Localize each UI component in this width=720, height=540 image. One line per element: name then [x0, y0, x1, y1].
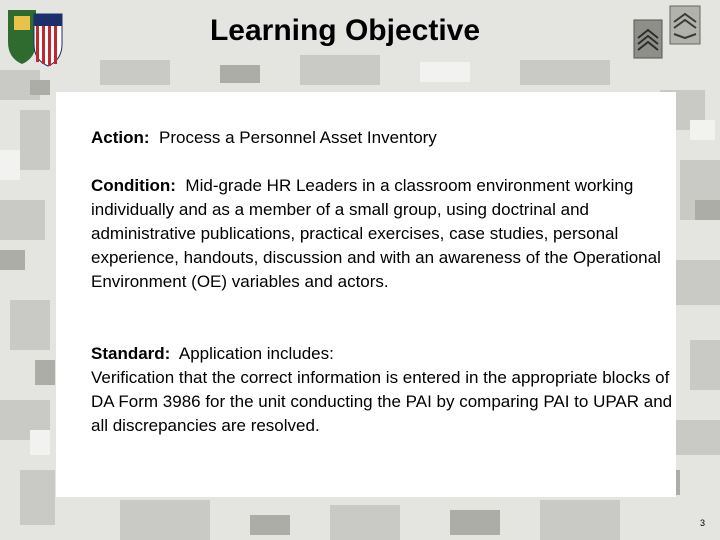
- condition-text: Mid-grade HR Leaders in a classroom environment working individually and as a member of a small group, using doctrinal and administrative publications, practical exercises, case studies, personal experience, handouts, discussion and with an awareness of the Operational Environment (OE) variables and actors.: [91, 176, 661, 291]
- standard-text: Verification that the correct information is entered in the appropriate blocks of DA Form 3986 for the unit conducting the PAI by comparing PAI to UPAR and all discrepancies are resolved.: [91, 368, 673, 435]
- standard-label: Standard:: [91, 344, 171, 363]
- condition-statement: [91, 174, 681, 294]
- condition-label: Condition:: [91, 176, 176, 195]
- action-statement: [91, 126, 681, 150]
- action-text: Process a Personnel Asset Inventory: [159, 128, 437, 147]
- standard-statement: [91, 342, 681, 438]
- page-number: 3: [700, 518, 706, 528]
- standard-intro: Application includes:: [178, 344, 334, 363]
- action-label: Action:: [91, 128, 150, 147]
- slide-title: Learning Objective: [209, 14, 481, 47]
